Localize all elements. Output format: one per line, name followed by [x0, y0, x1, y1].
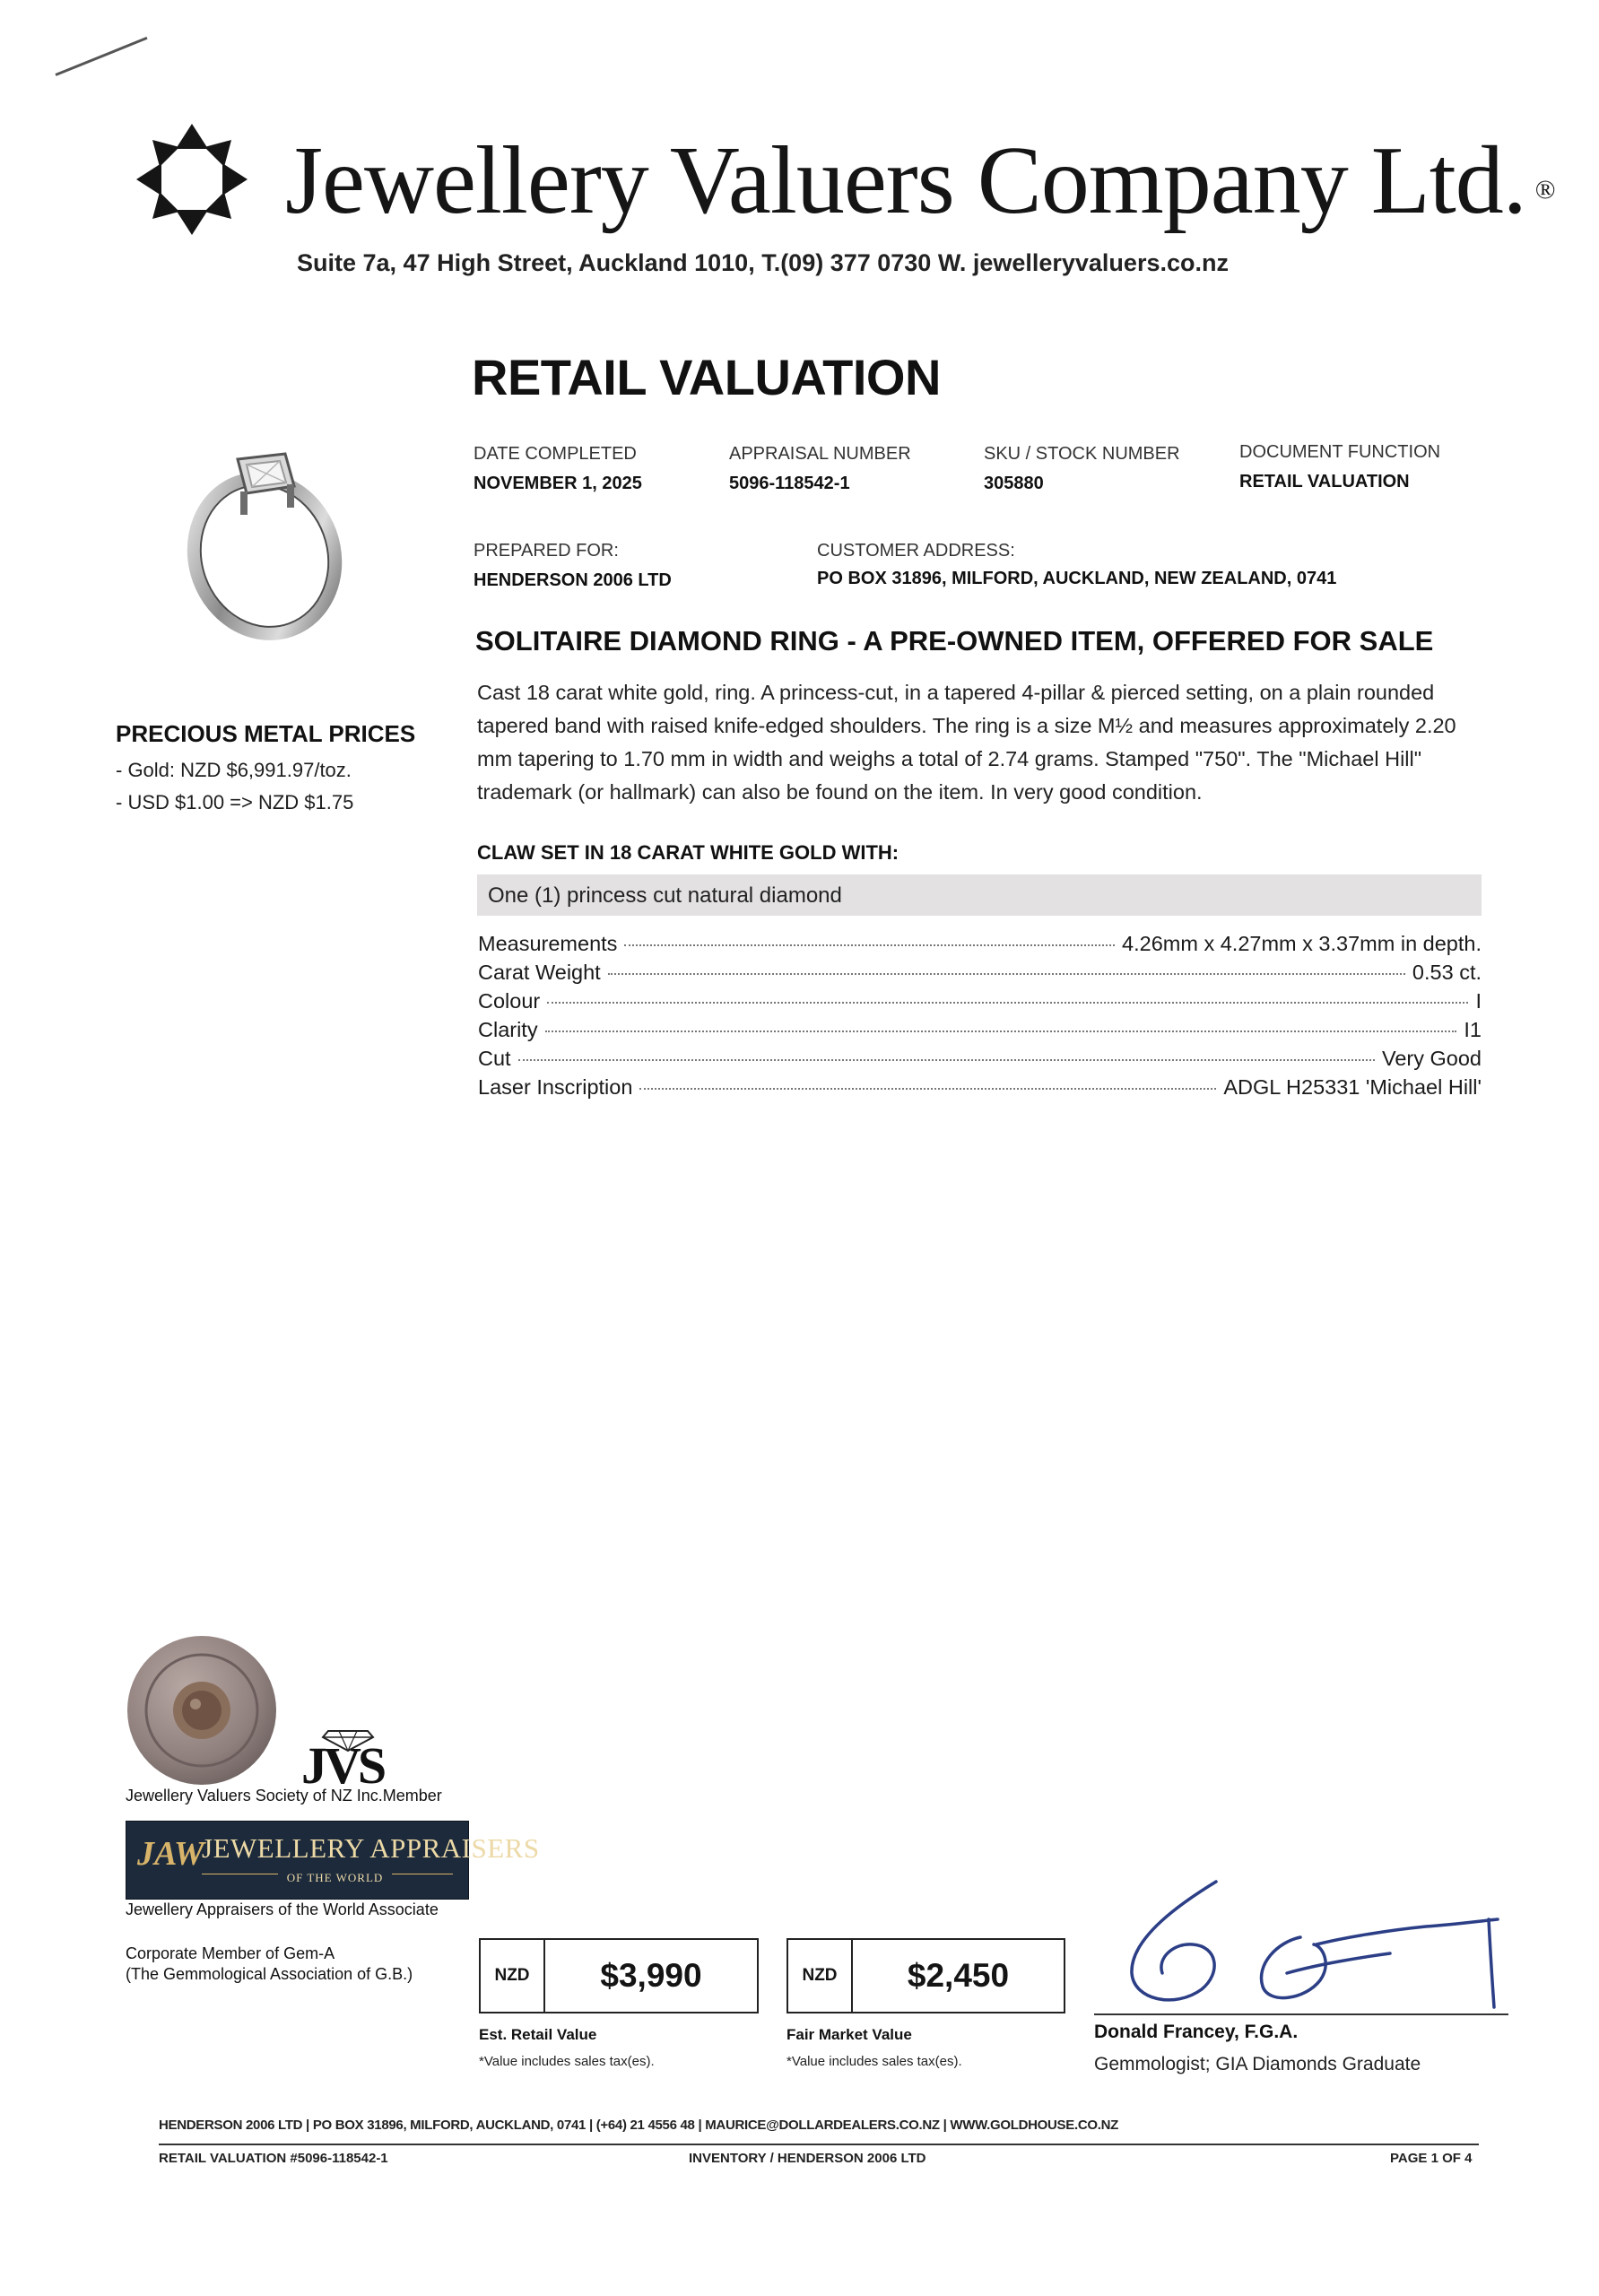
fair-market-value-box	[786, 1938, 1065, 2013]
retail-amount: $3,990	[600, 1957, 702, 1994]
company-logo-icon	[135, 122, 249, 237]
footer-page-number: PAGE 1 OF 4	[1390, 2151, 1473, 2166]
spec-label: Colour	[478, 989, 541, 1013]
signature-rule	[1094, 2013, 1508, 2015]
retail-currency: NZD	[481, 1940, 545, 2012]
gema-line-2: (The Gemmological Association of G.B.)	[126, 1965, 413, 1983]
jvs-logo: JVS	[301, 1736, 384, 1795]
spec-list	[478, 932, 1482, 1104]
spec-row-clarity	[478, 1018, 1482, 1047]
spec-row-cut	[478, 1047, 1482, 1075]
retail-value-box	[479, 1938, 759, 2013]
prepared-for-label: PREPARED FOR:	[474, 541, 619, 561]
footer-reference: RETAIL VALUATION #5096-118542-1	[159, 2151, 388, 2166]
meta-label-date: DATE COMPLETED	[474, 444, 637, 464]
signatory-title: Gemmologist; GIA Diamonds Graduate	[1094, 2054, 1421, 2074]
jaw-subtitle: OF THE WORLD	[278, 1871, 393, 1884]
company-name: Jewellery Valuers Company Ltd. ®	[285, 127, 1555, 234]
gema-line-1: Corporate Member of Gem-A	[126, 1944, 335, 1962]
stone-bar	[477, 874, 1482, 916]
spec-value: I	[1475, 989, 1482, 1013]
meta-label-sku: SKU / STOCK NUMBER	[984, 444, 1180, 464]
handwritten-signature	[1121, 1874, 1516, 2027]
fair-market-value-note: *Value includes sales tax(es).	[786, 2054, 962, 2069]
meta-value-sku: 305880	[984, 474, 1044, 493]
footer-contact: HENDERSON 2006 LTD | PO BOX 31896, MILFORD, AUCKLAND, 0741 | (+64) 21 4556 48 | MAURICE@DOLLARDEALERS.CO.NZ | WWW.GOLDHOUSE.CO.NZ	[159, 2118, 1118, 2133]
fair-market-value-label: Fair Market Value	[786, 2026, 912, 2043]
spec-label: Measurements	[478, 932, 618, 955]
leader-dots	[545, 1031, 1457, 1032]
scan-mark	[55, 37, 147, 76]
spec-label: Laser Inscription	[478, 1075, 633, 1099]
jaw-caption: Jewellery Appraisers of the World Associate	[126, 1900, 439, 1918]
spec-row-carat	[478, 961, 1482, 989]
spec-value: 4.26mm x 4.27mm x 3.37mm in depth.	[1122, 932, 1482, 955]
leader-dots	[624, 944, 1115, 946]
setting-heading: CLAW SET IN 18 CARAT WHITE GOLD WITH:	[477, 841, 899, 864]
document-title: RETAIL VALUATION	[472, 349, 941, 405]
meta-value-date: NOVEMBER 1, 2025	[474, 474, 642, 493]
ring-photo	[161, 422, 368, 655]
meta-label-function: DOCUMENT FUNCTION	[1239, 442, 1441, 462]
prepared-for-value: HENDERSON 2006 LTD	[474, 570, 672, 590]
signatory-name: Donald Francey, F.G.A.	[1094, 2022, 1299, 2042]
jaw-mark: JAW	[137, 1835, 204, 1873]
customer-address-label: CUSTOMER ADDRESS:	[817, 541, 1015, 561]
leader-dots	[547, 1002, 1468, 1004]
registered-mark: ®	[1534, 175, 1555, 205]
meta-value-function: RETAIL VALUATION	[1239, 472, 1410, 491]
metal-prices-heading: PRECIOUS METAL PRICES	[116, 720, 416, 747]
retail-value-label: Est. Retail Value	[479, 2026, 597, 2043]
jaw-title: JEWELLERY APPRAISERS	[202, 1832, 540, 1864]
exchange-rate: - USD $1.00 => NZD $1.75	[116, 791, 354, 813]
jvs-caption: Jewellery Valuers Society of NZ Inc.Member	[126, 1787, 442, 1805]
leader-dots	[608, 973, 1405, 975]
fair-market-currency: NZD	[788, 1940, 853, 2012]
leader-dots	[639, 1088, 1216, 1090]
item-heading: SOLITAIRE DIAMOND RING - A PRE-OWNED ITEM, OFFERED FOR SALE	[475, 625, 1434, 657]
customer-address-value: PO BOX 31896, MILFORD, AUCKLAND, NEW ZEALAND, 0741	[817, 569, 1337, 588]
spec-value: ADGL H25331 'Michael Hill'	[1223, 1075, 1482, 1099]
jaw-logo	[126, 1821, 540, 1900]
stone-description: One (1) princess cut natural diamond	[488, 883, 842, 908]
meta-value-appraisal: 5096-118542-1	[729, 474, 850, 493]
item-description: Cast 18 carat white gold, ring. A princess-cut, in a tapered 4-pillar & pierced setting, on a plain rounded tapered band with raised knife-edged shoulders. The ring is a size M½ and measures approximately 2.20 mm tapering to 1.70 mm in width and weighs a total of 2.74 grams. Stamped "750". The "Michael Hill" trademark (or hallmark) can also be found on the item. In very good condition.	[477, 681, 1456, 804]
spec-row-colour	[478, 989, 1482, 1018]
meta-label-appraisal: APPRAISAL NUMBER	[729, 444, 911, 464]
spec-row-measurements	[478, 932, 1482, 961]
footer-center: INVENTORY / HENDERSON 2006 LTD	[689, 2151, 926, 2166]
spec-label: Clarity	[478, 1018, 538, 1041]
gold-price: - Gold: NZD $6,991.97/toz.	[116, 759, 352, 781]
spec-label: Cut	[478, 1047, 511, 1070]
fair-market-amount: $2,450	[907, 1957, 1010, 1994]
spec-value: I1	[1464, 1018, 1482, 1041]
spec-row-laser-inscription	[478, 1075, 1482, 1104]
spec-label: Carat Weight	[478, 961, 601, 984]
retail-value-note: *Value includes sales tax(es).	[479, 2054, 655, 2069]
company-address: Suite 7a, 47 High Street, Auckland 1010, T.(09) 377 0730 W. jewelleryvaluers.co.nz	[297, 249, 1229, 276]
leader-dots	[518, 1059, 1375, 1061]
footer-rule	[159, 2144, 1479, 2145]
society-seal-icon	[126, 1634, 278, 1787]
spec-value: Very Good	[1381, 1047, 1482, 1070]
spec-value: 0.53 ct.	[1412, 961, 1482, 984]
